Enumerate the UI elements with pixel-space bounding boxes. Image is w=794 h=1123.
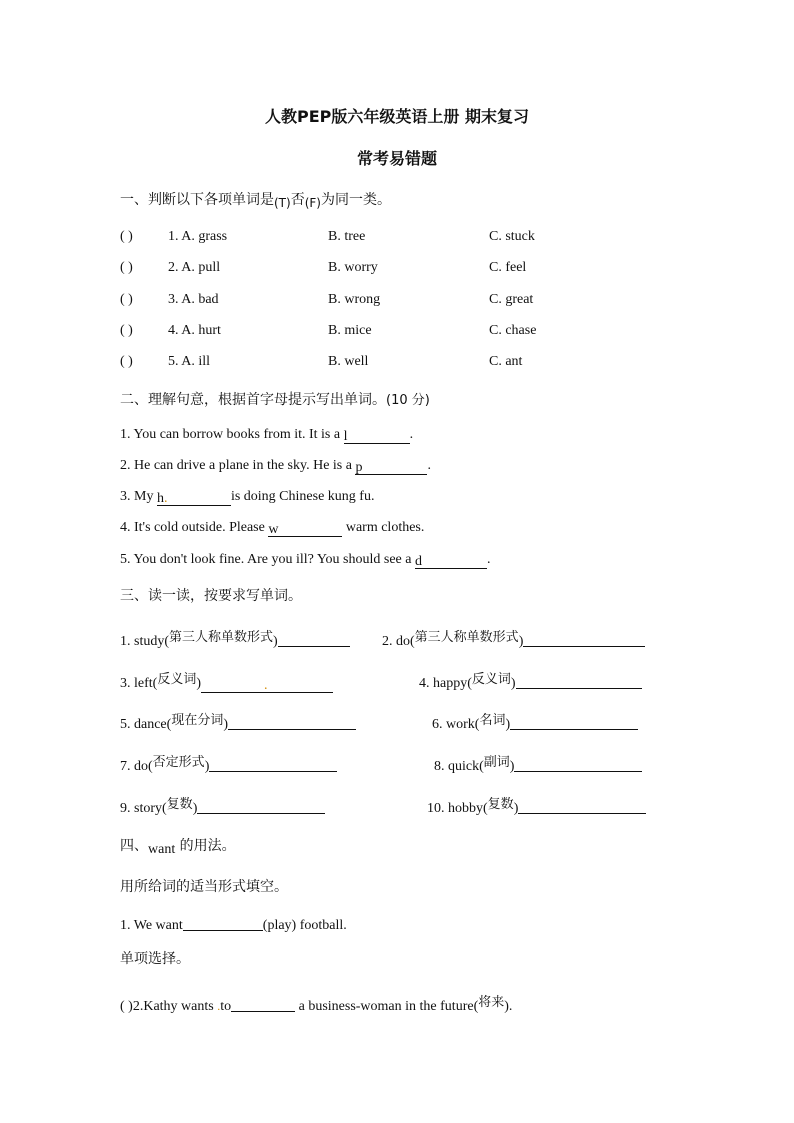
word-hint: 名词 <box>479 713 506 728</box>
word-prompt: 4. happy( <box>419 676 472 691</box>
word-item <box>427 797 646 817</box>
answer-paren[interactable]: ( ) <box>120 323 133 338</box>
hint-letter: w <box>268 522 279 537</box>
section1-heading-pre: 一、判断以下各项单词是 <box>120 192 274 208</box>
section2-score: (10 分) <box>386 393 430 408</box>
fill-item-end: . <box>427 458 431 473</box>
option-a: 2. A. pull <box>168 260 221 275</box>
option-c: C. feel <box>489 260 527 275</box>
word-prompt: 10. hobby( <box>427 801 488 816</box>
answer-paren[interactable]: ( ) <box>120 292 133 307</box>
word-prompt: 3. left( <box>120 676 158 691</box>
word-close: ) <box>223 717 228 732</box>
fill-item <box>120 552 490 569</box>
answer-blank[interactable] <box>514 757 642 772</box>
answer-paren[interactable]: ( ) <box>120 999 133 1014</box>
word-close: ) <box>518 634 524 649</box>
answer-blank[interactable] <box>228 715 356 730</box>
word-prompt: 6. work( <box>432 717 480 732</box>
word-item <box>434 755 642 775</box>
page-title: 人教PEP版六年级英语上册 期末复习 <box>265 107 529 126</box>
word-hint: 现在分词 <box>171 713 224 728</box>
answer-paren[interactable]: ( ) <box>120 354 133 369</box>
fill-item-text: 5. You don't look fine. Are you ill? You should see a <box>120 552 415 567</box>
fill-item-text: 3. My <box>120 489 157 504</box>
answer-blank[interactable] <box>523 632 645 647</box>
word-item <box>432 713 638 733</box>
section2-heading-text: 二、理解句意，根据首字母提示写出单词。 <box>120 392 386 408</box>
word-close: ) <box>196 676 202 691</box>
section3-heading: 三、读一读，按要求写单词。 <box>120 588 302 604</box>
answer-blank[interactable] <box>518 799 646 814</box>
false-mark: (F) <box>304 196 321 210</box>
fill-item-text: 1. You can borrow books from it. It is a <box>120 427 344 442</box>
answer-paren[interactable]: ( ) <box>120 229 133 244</box>
hint-letter: p <box>355 460 363 475</box>
word-hint: 反义词 <box>157 672 197 687</box>
fill-item-end: . <box>409 427 414 442</box>
question-close: ). <box>504 999 513 1014</box>
word-close: ) <box>513 801 519 816</box>
word-item <box>120 713 356 733</box>
true-mark: (T) <box>274 196 291 210</box>
answer-blank[interactable] <box>231 997 295 1012</box>
section1-heading-post: 为同一类。 <box>320 192 391 208</box>
word-prompt: 7. do( <box>120 759 153 774</box>
option-c: C. ant <box>489 354 523 369</box>
fill-item-end: . <box>486 552 491 567</box>
want-question-2: ( )2.Kathy wants .to a business-woman in the future(将来). <box>120 995 513 1014</box>
option-a: 1. A. grass <box>168 229 228 244</box>
word-prompt: 9. story( <box>120 801 167 816</box>
section2-heading <box>120 389 430 409</box>
option-a: 3. A. bad <box>168 292 219 307</box>
fill-item-text: 2. He can drive a plane in the sky. He is a <box>120 458 356 473</box>
section4-heading <box>120 835 236 855</box>
word-item <box>382 630 645 650</box>
answer-blank[interactable] <box>510 715 638 730</box>
word-item <box>120 630 350 650</box>
fill-item <box>120 520 424 537</box>
fill-item-text: 4. It's cold outside. Please <box>120 520 269 535</box>
word-close: ) <box>192 801 198 816</box>
option-c: C. stuck <box>489 229 535 244</box>
answer-blank[interactable] <box>197 799 325 814</box>
question-text-mid: a business-woman in the future( <box>295 999 479 1014</box>
option-a: 4. A. hurt <box>168 323 221 338</box>
answer-blank[interactable] <box>344 429 410 444</box>
fill-item <box>120 458 431 475</box>
fill-item-end: warm clothes. <box>342 520 425 535</box>
option-a: 5. A. ill <box>168 354 211 369</box>
word-hint: 复数 <box>166 797 193 812</box>
word-item <box>120 797 325 817</box>
word-close: ) <box>273 634 278 649</box>
option-c: C. chase <box>489 323 537 338</box>
word-hint: 副词 <box>483 755 510 770</box>
word-close: ) <box>505 717 511 732</box>
section4-heading-word: want <box>148 842 176 857</box>
hint-letter: d <box>414 554 422 569</box>
word-item <box>120 755 337 775</box>
option-b: B. tree <box>328 229 366 244</box>
answer-blank[interactable] <box>183 916 263 931</box>
question-text-end: (play) football. <box>262 918 347 933</box>
answer-blank[interactable]: . <box>201 678 333 693</box>
option-b: B. mice <box>328 323 372 338</box>
answer-paren[interactable]: ( ) <box>120 260 133 275</box>
word-close: ) <box>204 759 210 774</box>
word-close: ) <box>509 759 515 774</box>
answer-blank[interactable] <box>516 674 642 689</box>
option-b: B. wrong <box>328 292 381 307</box>
question-text: 2.Kathy wants <box>132 999 218 1014</box>
word-prompt: 1. study( <box>120 634 169 649</box>
word-hint: 第三人称单数形式 <box>169 630 274 645</box>
word-prompt: 2. do( <box>382 634 415 649</box>
word-prompt: 5. dance( <box>120 717 172 732</box>
section4-heading-post: 的用法。 <box>175 838 236 854</box>
word-hint: 反义词 <box>471 672 511 687</box>
want-question-1 <box>120 916 347 934</box>
fill-item <box>120 489 374 506</box>
option-c: C. great <box>489 292 534 307</box>
word-prompt: 8. quick( <box>434 759 484 774</box>
question-text: 1. We want <box>120 918 183 933</box>
word-hint: 第三人称单数形式 <box>414 630 519 645</box>
section4-sub1: 用所给词的适当形式填空。 <box>120 879 288 895</box>
word-hint: 将来 <box>478 995 505 1010</box>
fill-item <box>120 427 413 444</box>
answer-blank[interactable] <box>268 522 342 537</box>
answer-blank[interactable] <box>415 554 487 569</box>
word-item <box>120 672 333 693</box>
hint-letter: l <box>343 429 348 444</box>
fill-item-end: is doing Chinese kung fu. <box>230 489 375 504</box>
hint-letter: h <box>156 491 164 506</box>
word-hint: 否定形式 <box>152 755 205 770</box>
answer-blank[interactable] <box>278 632 350 647</box>
word-close: ) <box>510 676 516 691</box>
answer-blank[interactable]: h. <box>157 491 231 506</box>
answer-blank[interactable] <box>355 460 427 475</box>
section1-heading <box>120 189 391 209</box>
section4-heading-pre: 四、 <box>120 838 148 854</box>
answer-blank[interactable] <box>209 757 337 772</box>
page-subtitle: 常考易错题 <box>356 149 437 168</box>
section1-heading-mid: 否 <box>290 192 305 208</box>
option-b: B. worry <box>328 260 378 275</box>
question-word-to: to <box>220 999 232 1014</box>
section4-sub2: 单项选择。 <box>120 951 190 967</box>
option-b: B. well <box>328 354 369 369</box>
word-item <box>419 672 642 692</box>
word-hint: 复数 <box>487 797 514 812</box>
